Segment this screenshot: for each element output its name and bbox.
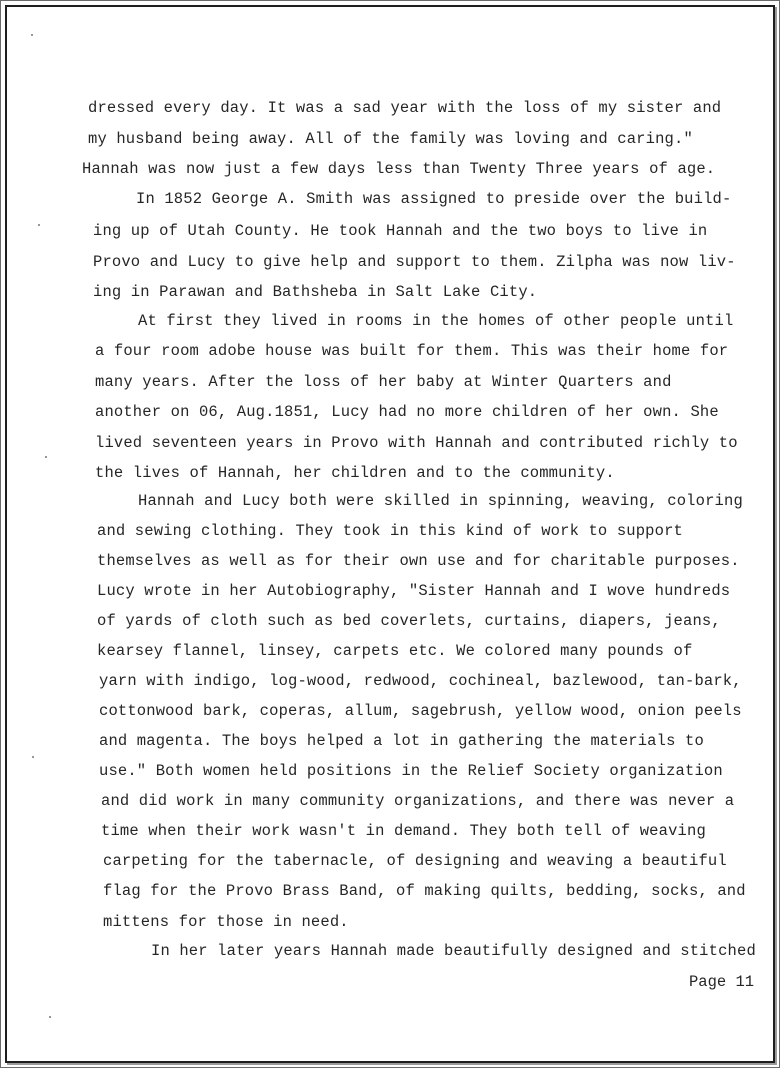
text-line: many years. After the loss of her baby at Winter Quarters and (95, 373, 672, 391)
scan-speck (31, 34, 33, 36)
text-line: In 1852 George A. Smith was assigned to preside over the build- (136, 190, 732, 208)
scan-speck (38, 224, 40, 226)
page-number: Page 11 (689, 973, 755, 991)
scan-speck (49, 1016, 51, 1018)
text-line: carpeting for the tabernacle, of designing and weaving a beautiful (103, 852, 727, 870)
text-line: ing up of Utah County. He took Hannah and the two boys to live in (93, 222, 708, 240)
text-line: Hannah and Lucy both were skilled in spinning, weaving, coloring (138, 492, 743, 510)
text-line: and magenta. The boys helped a lot in gathering the materials to (99, 732, 704, 750)
text-line: and sewing clothing. They took in this kind of work to support (97, 522, 683, 540)
text-line: and did work in many community organizations, and there was never a (101, 792, 735, 810)
text-line: a four room adobe house was built for them. This was their home for (95, 342, 729, 360)
scan-speck (45, 456, 47, 458)
text-line: Hannah was now just a few days less than Twenty Three years of age. (82, 160, 716, 178)
text-line: In her later years Hannah made beautifully designed and stitched (151, 942, 756, 960)
text-line: the lives of Hannah, her children and to the community. (95, 464, 615, 482)
text-line: Provo and Lucy to give help and support to them. Zilpha was now liv- (93, 253, 736, 271)
text-line: Lucy wrote in her Autobiography, "Sister Hannah and I wove hundreds (97, 582, 731, 600)
typed-page (16, 16, 776, 1064)
text-line: another on 06, Aug.1851, Lucy had no more children of her own. She (95, 403, 719, 421)
text-line: ing in Parawan and Bathsheba in Salt Lake City. (93, 283, 538, 301)
text-line: kearsey flannel, linsey, carpets etc. We colored many pounds of (97, 642, 693, 660)
text-line: flag for the Provo Brass Band, of making quilts, bedding, socks, and (103, 882, 746, 900)
text-line: mittens for those in need. (103, 913, 349, 931)
text-line: my husband being away. All of the family was loving and caring." (88, 130, 693, 148)
text-line: dressed every day. It was a sad year with the loss of my sister and (88, 99, 722, 117)
text-line: At first they lived in rooms in the homes of other people until (138, 312, 734, 330)
text-line: use." Both women held positions in the Relief Society organization (99, 762, 723, 780)
text-line: themselves as well as for their own use and for charitable purposes. (97, 552, 740, 570)
scan-speck (32, 756, 34, 758)
scan-inner-border (5, 5, 775, 1063)
text-line: lived seventeen years in Provo with Hannah and contributed richly to (95, 434, 738, 452)
text-line: cottonwood bark, coperas, allum, sagebrush, yellow wood, onion peels (99, 702, 742, 720)
text-line: time when their work wasn't in demand. They both tell of weaving (101, 822, 706, 840)
text-line: of yards of cloth such as bed coverlets, curtains, diapers, jeans, (97, 612, 721, 630)
text-line: yarn with indigo, log-wood, redwood, cochineal, bazlewood, tan-bark, (99, 672, 742, 690)
